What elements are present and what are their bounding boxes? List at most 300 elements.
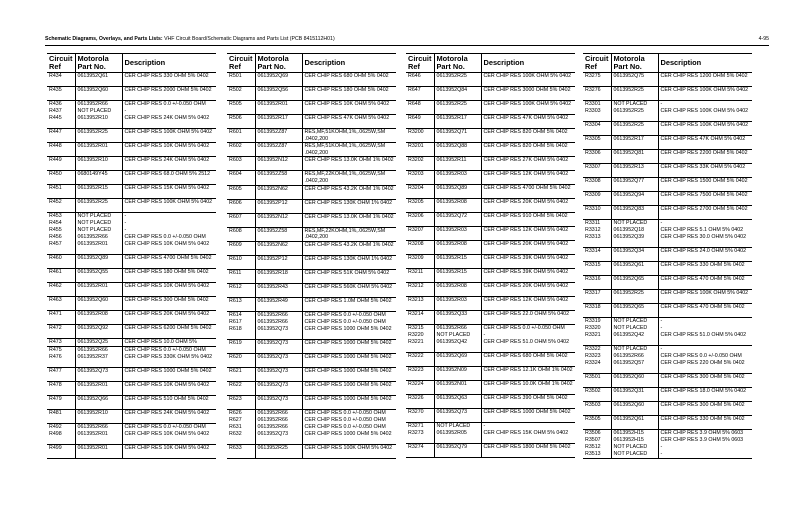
- description: CER CHIP RES 0.0 +/-0.050 OHM: [302, 319, 396, 326]
- table-row: [47, 368, 216, 382]
- description: CER CHIP RES 1500 OHM 5% 0402: [658, 178, 752, 192]
- part-number: 0613952R66: [255, 311, 302, 319]
- description: -: [481, 423, 575, 431]
- table-row: [47, 424, 216, 432]
- description: CER CHIP RES 10K OHM 5% 0402: [302, 101, 396, 115]
- table-row: [47, 311, 216, 325]
- table-row: [47, 220, 216, 227]
- circuit-ref: R3200: [406, 129, 434, 143]
- table-row: [227, 319, 396, 326]
- table-row: [47, 396, 216, 410]
- part-number: 0613952R37: [75, 354, 122, 368]
- part-number: 0613952Q92: [75, 325, 122, 339]
- part-number: 0613952Q60: [611, 402, 658, 416]
- part-number: 0613952Q63: [434, 395, 481, 409]
- part-number: NOT PLACED: [75, 220, 122, 227]
- parts-table: [583, 53, 752, 459]
- description: CER CHIP RES 10.0K OHM 1% 0402: [481, 381, 575, 395]
- table-row: [406, 255, 575, 269]
- description: CER CHIP RES 10K OHM 5% 0402: [122, 241, 216, 255]
- part-number: 0613952Q94: [611, 192, 658, 206]
- parts-column-4: [583, 53, 752, 459]
- circuit-ref: R463: [47, 297, 75, 311]
- table-row: [406, 115, 575, 129]
- table-row: [583, 304, 752, 318]
- table-row: [227, 199, 396, 213]
- description: CER CHIP RES 1.0M OHM 5% 0402: [302, 297, 396, 311]
- part-number: 0613952R66: [255, 319, 302, 326]
- circuit-ref: R3318: [583, 304, 611, 318]
- circuit-ref: R445: [49, 115, 62, 121]
- part-number: 0680149Y45: [75, 171, 122, 185]
- table-row: [583, 220, 752, 228]
- description: CER CHIP RES 27K OHM 5% 0402: [481, 157, 575, 171]
- table-row: [227, 157, 396, 171]
- circuit-ref: R3305: [583, 136, 611, 150]
- table-row: [47, 115, 216, 129]
- table-row: [406, 73, 575, 87]
- table-row: [406, 297, 575, 311]
- table-row: [406, 101, 575, 115]
- circuit-ref: R614: [227, 311, 255, 319]
- part-number: 0613952Q25: [75, 339, 122, 347]
- circuit-ref: R3215: [406, 325, 434, 333]
- description: CER CHIP RES 100K OHM 5% 0402: [122, 129, 216, 143]
- description: CER CHIP RES 20K OHM 5% 0402: [481, 199, 575, 213]
- part-number: 0613952Q79: [434, 444, 481, 458]
- description: CER CHIP RES 1200 OHM 5% 0402: [658, 73, 752, 87]
- part-number: 0613952Q73: [75, 368, 122, 382]
- table-row: [227, 213, 396, 227]
- table-row: [406, 381, 575, 395]
- part-number: 0613952Q69: [434, 353, 481, 367]
- description: CER CHIP RES 22.0 OHM 5% 0402: [481, 311, 575, 325]
- circuit-ref: R605: [227, 185, 255, 199]
- description: CER CHIP RES 0.0 +/-0.050 OHM: [122, 234, 216, 241]
- part-number: 0613952N62: [255, 185, 302, 199]
- part-number: 0613952R05: [434, 430, 481, 444]
- part-number: 0613952R10: [75, 157, 122, 171]
- table-row: [406, 87, 575, 101]
- description: CER CHIP RES 100K OHM 5% 0402: [658, 108, 752, 122]
- description: CER CHIP RES 20K OHM 5% 0402: [122, 311, 216, 325]
- table-row: [47, 87, 216, 101]
- description: CER CHIP RES 30.0 OHM 5% 0402: [658, 234, 752, 248]
- description: CER CHIP RES 15K OHM 5% 0402: [122, 185, 216, 199]
- part-number: 0613952R17: [611, 136, 658, 150]
- header-part-no: Motorola Part No.: [611, 54, 658, 73]
- circuit-ref: R3206: [406, 213, 434, 227]
- description: CER CHIP RES 24K OHM 5% 0402: [122, 157, 216, 171]
- description: CER CHIP RES 15K OHM 5% 0402: [481, 430, 575, 444]
- table-row: [227, 353, 396, 367]
- circuit-ref: R3201: [406, 143, 434, 157]
- table-row: [583, 192, 752, 206]
- table-row: [583, 353, 752, 360]
- circuit-ref: R3314: [583, 248, 611, 262]
- table-row: [227, 444, 396, 458]
- description: CER CHIP RES 0.0 +/-0.050 OHM: [302, 311, 396, 319]
- header-part-no: Motorola Part No.: [75, 54, 122, 73]
- circuit-ref: R610: [227, 255, 255, 269]
- circuit-ref: R3315: [583, 262, 611, 276]
- part-number: 0613952R25: [434, 101, 481, 115]
- circuit-ref: R3502: [583, 388, 611, 402]
- description: CER CHIP RES 13.0K OHM 1% 0402: [302, 213, 396, 227]
- circuit-ref: R608: [227, 227, 255, 241]
- table-row: [406, 143, 575, 157]
- description: CER CHIP RES 10.0 OHM 5%: [122, 339, 216, 347]
- part-number: 0613952Q60: [75, 87, 122, 101]
- description: CER CHIP RES 47K OHM 5% 0402: [658, 136, 752, 150]
- table-row: [47, 347, 216, 355]
- circuit-ref: R436: [47, 101, 75, 109]
- table-row: [47, 129, 216, 143]
- table-row: [47, 241, 216, 255]
- description: CER CHIP RES 0.0 +/-0.050 OHM: [302, 417, 396, 424]
- description: -: [122, 227, 216, 234]
- part-number: 0613952Q73: [434, 409, 481, 423]
- header-circuit-ref: Circuit Ref: [583, 54, 611, 73]
- circuit-ref: R622: [227, 381, 255, 395]
- circuit-ref: R3313: [585, 234, 601, 240]
- parts-table: [227, 53, 396, 459]
- circuit-ref: R627: [229, 416, 242, 423]
- description: CER CHIP RES 12.1K OHM 1% 0402: [481, 367, 575, 381]
- part-number: 0613952Q55: [75, 269, 122, 283]
- table-row: [583, 73, 752, 87]
- circuit-ref: R3503: [583, 402, 611, 416]
- description: CER CHIP RES 100K OHM 5% 0402: [302, 444, 396, 458]
- circuit-ref: R3223: [406, 367, 434, 381]
- table-header-row: [583, 54, 752, 73]
- parts-column-1: [47, 53, 216, 459]
- part-number: 0613952P12: [255, 255, 302, 269]
- table-row: [406, 241, 575, 255]
- description: CER CHIP RES 1000 OHM 5% 0402: [481, 409, 575, 423]
- table-row: [406, 185, 575, 199]
- description: -: [122, 108, 216, 115]
- circuit-ref: R3214: [406, 311, 434, 325]
- part-number: 0613952R10: [75, 410, 122, 424]
- part-number: 0613952R15: [434, 255, 481, 269]
- part-number: 0613952Q65: [611, 304, 658, 318]
- table-row: [227, 367, 396, 381]
- description: CER CHIP RES 1000 OHM 5% 0402: [302, 326, 396, 340]
- circuit-ref: R454: [49, 220, 62, 226]
- part-number: 0613952R01: [255, 101, 302, 115]
- description: CER CHIP RES 10K OHM 5% 0402: [122, 283, 216, 297]
- description: CER CHIP RES 100K OHM 5% 0402: [481, 73, 575, 87]
- part-number: 0613952R08: [434, 241, 481, 255]
- description: CER CHIP RES 2700 OHM 5% 0402: [658, 206, 752, 220]
- description: CER CHIP RES 18.0 OHM 5% 0402: [658, 388, 752, 402]
- part-number: NOT PLACED: [75, 213, 122, 221]
- description: CER CHIP RES 130K OHM 1% 0402: [302, 199, 396, 213]
- part-number: 0613952Q73: [255, 395, 302, 409]
- table-row: [583, 290, 752, 304]
- circuit-ref: R604: [227, 171, 255, 185]
- description: -: [658, 318, 752, 326]
- table-row: [583, 227, 752, 234]
- header-part-no: Motorola Part No.: [255, 54, 302, 73]
- circuit-ref: R505: [227, 101, 255, 115]
- table-row: [406, 269, 575, 283]
- circuit-ref: R3310: [583, 206, 611, 220]
- part-number: 0613952R17: [434, 115, 481, 129]
- circuit-ref: R471: [47, 311, 75, 325]
- circuit-ref: R632: [229, 430, 242, 437]
- description: CER CHIP RES 220 OHM 5% 0402: [658, 360, 752, 374]
- circuit-ref: R435: [47, 87, 75, 101]
- part-number: 0613952R66: [75, 234, 122, 241]
- table-row: [406, 129, 575, 143]
- table-row: [227, 185, 396, 199]
- part-number: 0613952Q57: [611, 360, 658, 374]
- circuit-ref: R437: [49, 108, 62, 114]
- circuit-ref: R492: [47, 424, 75, 432]
- table-row: [47, 410, 216, 424]
- circuit-ref: R3205: [406, 199, 434, 213]
- table-row: [583, 346, 752, 354]
- description: CER CHIP RES 180 OHM 5% 0402: [302, 87, 396, 101]
- part-number: 0613952Q89: [75, 255, 122, 269]
- circuit-ref: R499: [47, 445, 75, 459]
- part-number: 0613952R08: [434, 199, 481, 213]
- circuit-ref: R3507: [585, 437, 601, 443]
- circuit-ref: R3273: [408, 430, 424, 436]
- circuit-ref: R607: [227, 213, 255, 227]
- table-row: [406, 227, 575, 241]
- description: CER CHIP RES 330K OHM 5% 0402: [122, 354, 216, 368]
- part-number: 0613952R66: [75, 101, 122, 109]
- circuit-ref: R3274: [406, 444, 434, 458]
- part-number: 0613952Z87: [255, 129, 302, 143]
- part-number: 0613952P12: [255, 199, 302, 213]
- part-number: 0613952Q18: [611, 227, 658, 234]
- description: CER CHIP RES 33K OHM 5% 0402: [658, 164, 752, 178]
- part-number: 0613952Q69: [255, 73, 302, 87]
- circuit-ref: R457: [49, 241, 62, 247]
- table-row: [47, 234, 216, 241]
- description: CER CHIP RES 3000 OHM 5% 0402: [481, 87, 575, 101]
- part-number: 0613952Q73: [255, 339, 302, 353]
- part-number: 0613952Z58: [255, 171, 302, 185]
- description: CER CHIP RES 1000 OHM 5% 0402: [302, 367, 396, 381]
- table-row: [227, 326, 396, 340]
- description: CER CHIP RES 12K OHM 5% 0402: [481, 171, 575, 185]
- description: CER CHIP RES 13.0K OHM 1% 0402: [302, 157, 396, 171]
- table-row: [227, 395, 396, 409]
- part-number: 0613952R10: [75, 115, 122, 129]
- circuit-ref: R618: [229, 325, 242, 332]
- description: -: [658, 325, 752, 332]
- description: CER CHIP RES 300 OHM 5% 0402: [658, 374, 752, 388]
- parts-column-2: [227, 53, 396, 459]
- part-number: NOT PLACED: [611, 444, 658, 451]
- description: CER CHIP RES 130K OHM 1% 0402: [302, 255, 396, 269]
- table-row: [227, 409, 396, 417]
- part-number: 0613952Q31: [611, 388, 658, 402]
- description: RES,MF,22KOHM,1%,.0625W,SM .0402,200: [302, 227, 396, 241]
- table-row: [583, 332, 752, 346]
- description: CER CHIP RES 24K OHM 5% 0402: [122, 410, 216, 424]
- description: CER CHIP RES 820 OHM 5% 0402: [481, 129, 575, 143]
- description: CER CHIP RES 330 OHM 5% 0402: [658, 262, 752, 276]
- table-row: [227, 241, 396, 255]
- description: -: [658, 101, 752, 109]
- table-row: [227, 129, 396, 143]
- part-number: 0613952R01: [75, 431, 122, 445]
- table-row: [47, 339, 216, 347]
- part-number: 0613952Q73: [255, 326, 302, 340]
- description: CER CHIP RES 47K OHM 5% 0402: [302, 115, 396, 129]
- description: -: [122, 220, 216, 227]
- table-row: [406, 339, 575, 353]
- part-number: 0613952R66: [255, 417, 302, 424]
- circuit-ref: R3271: [406, 423, 434, 431]
- part-number: 0613952H15: [611, 430, 658, 438]
- circuit-ref: R3505: [583, 416, 611, 430]
- circuit-ref: R472: [47, 325, 75, 339]
- circuit-ref: R3303: [585, 108, 601, 114]
- part-number: 0613952R66: [611, 353, 658, 360]
- part-number: NOT PLACED: [611, 318, 658, 326]
- description: CER CHIP RES 1000 OHM 5% 0402: [122, 368, 216, 382]
- header-circuit-ref: Circuit Ref: [227, 54, 255, 73]
- table-row: [406, 325, 575, 333]
- part-number: 0613952Q73: [255, 367, 302, 381]
- circuit-ref: R602: [227, 143, 255, 157]
- circuit-ref: R609: [227, 241, 255, 255]
- part-number: 0613952Q42: [611, 332, 658, 346]
- table-row: [583, 122, 752, 136]
- part-number: 0613952Q75: [611, 73, 658, 87]
- table-row: [47, 171, 216, 185]
- circuit-ref: R603: [227, 157, 255, 171]
- circuit-ref: R648: [406, 101, 434, 115]
- part-number: 0613952R11: [434, 157, 481, 171]
- part-number: 0613952R66: [434, 325, 481, 333]
- part-number: 0613952Q39: [611, 234, 658, 248]
- part-number: 0613952R25: [75, 199, 122, 213]
- circuit-ref: R3220: [408, 332, 424, 338]
- circuit-ref: R620: [227, 353, 255, 367]
- description: CER CHIP RES 24.0 OHM 5% 0402: [658, 248, 752, 262]
- description: CER CHIP RES 4700 OHM 5% 0402: [481, 185, 575, 199]
- header-title: VHF Circuit Board/Schematic Diagrams and Parts List (PCB 8415112H01): [162, 36, 335, 42]
- description: CER CHIP RES 39K OHM 5% 0402: [481, 269, 575, 283]
- description: CER CHIP RES 10K OHM 5% 0402: [122, 143, 216, 157]
- circuit-ref: R498: [49, 431, 62, 437]
- table-row: [406, 157, 575, 171]
- table-row: [583, 234, 752, 248]
- table-row: [227, 269, 396, 283]
- part-number: 0613952N12: [255, 213, 302, 227]
- circuit-ref: R3320: [585, 325, 601, 331]
- description: CER CHIP RES 51K OHM 5% 0402: [302, 269, 396, 283]
- table-row: [406, 367, 575, 381]
- table-row: [227, 171, 396, 185]
- table-row: [406, 444, 575, 458]
- circuit-ref: R456: [49, 234, 62, 240]
- table-row: [406, 283, 575, 297]
- part-number: 0613952R01: [75, 283, 122, 297]
- part-number: 0613952Q88: [434, 143, 481, 157]
- circuit-ref: R461: [47, 269, 75, 283]
- circuit-ref: R3212: [406, 283, 434, 297]
- circuit-ref: R450: [47, 171, 75, 185]
- part-number: 0613952H15: [611, 437, 658, 444]
- table-row: [583, 108, 752, 122]
- part-number: 0613952R15: [434, 269, 481, 283]
- part-number: 0613952N12: [255, 157, 302, 171]
- circuit-ref: R647: [406, 87, 434, 101]
- circuit-ref: R3208: [406, 241, 434, 255]
- table-row: [583, 178, 752, 192]
- description: CER CHIP RES 180 OHM 5% 0402: [122, 269, 216, 283]
- description: CER CHIP RES 1000 OHM 5% 0402: [302, 395, 396, 409]
- table-row: [406, 311, 575, 325]
- table-row: [583, 444, 752, 451]
- description: CER CHIP RES 0.0 +/-0.050 OHM: [122, 101, 216, 109]
- description: CER CHIP RES 1000 OHM 5% 0402: [302, 381, 396, 395]
- circuit-ref: R455: [49, 227, 62, 233]
- part-number: 0613952Q61: [611, 416, 658, 430]
- circuit-ref: R621: [227, 367, 255, 381]
- table-row: [406, 423, 575, 431]
- table-row: [583, 318, 752, 326]
- header-title-bold: Schematic Diagrams, Overlays, and Parts Lists:: [45, 36, 163, 42]
- circuit-ref: R623: [227, 395, 255, 409]
- circuit-ref: R3317: [583, 290, 611, 304]
- table-row: [583, 262, 752, 276]
- table-row: [47, 185, 216, 199]
- circuit-ref: R3306: [583, 150, 611, 164]
- table-row: [227, 227, 396, 241]
- part-number: 0613952R01: [75, 241, 122, 255]
- part-number: 0613952N62: [255, 241, 302, 255]
- description: CER CHIP RES 820 OHM 5% 0402: [481, 143, 575, 157]
- circuit-ref: R3513: [583, 451, 611, 459]
- table-row: [583, 451, 752, 459]
- circuit-ref: R3308: [583, 178, 611, 192]
- description: CER CHIP RES 330 OHM 5% 0402: [658, 416, 752, 430]
- part-number: 0613952N09: [434, 367, 481, 381]
- circuit-ref: R434: [49, 73, 62, 79]
- description: -: [658, 220, 752, 228]
- part-number: 0613952R03: [434, 171, 481, 185]
- circuit-ref: R611: [227, 269, 255, 283]
- circuit-ref: R626: [227, 409, 255, 417]
- description: CER CHIP RES 51.0 OHM 5% 0402: [481, 339, 575, 353]
- part-number: 0613952Q60: [75, 297, 122, 311]
- part-number: 0613952R03: [434, 227, 481, 241]
- description: CER CHIP RES 6200 OHM 5% 0402: [122, 325, 216, 339]
- description: CER CHIP RES 470 OHM 5% 0402: [658, 304, 752, 318]
- table-row: [583, 150, 752, 164]
- description: CER CHIP RES 100K OHM 5% 0402: [122, 199, 216, 213]
- part-number: NOT PLACED: [434, 423, 481, 431]
- circuit-ref: R3226: [406, 395, 434, 409]
- circuit-ref: R449: [47, 157, 75, 171]
- part-number: 0613952R49: [255, 297, 302, 311]
- circuit-ref: R3213: [406, 297, 434, 311]
- part-number: 0613952R25: [434, 73, 481, 87]
- circuit-ref: R452: [47, 199, 75, 213]
- description: CER CHIP RES 330 OHM 5% 0402: [122, 73, 216, 87]
- description: CER CHIP RES 1000 OHM 5% 0402: [302, 431, 396, 445]
